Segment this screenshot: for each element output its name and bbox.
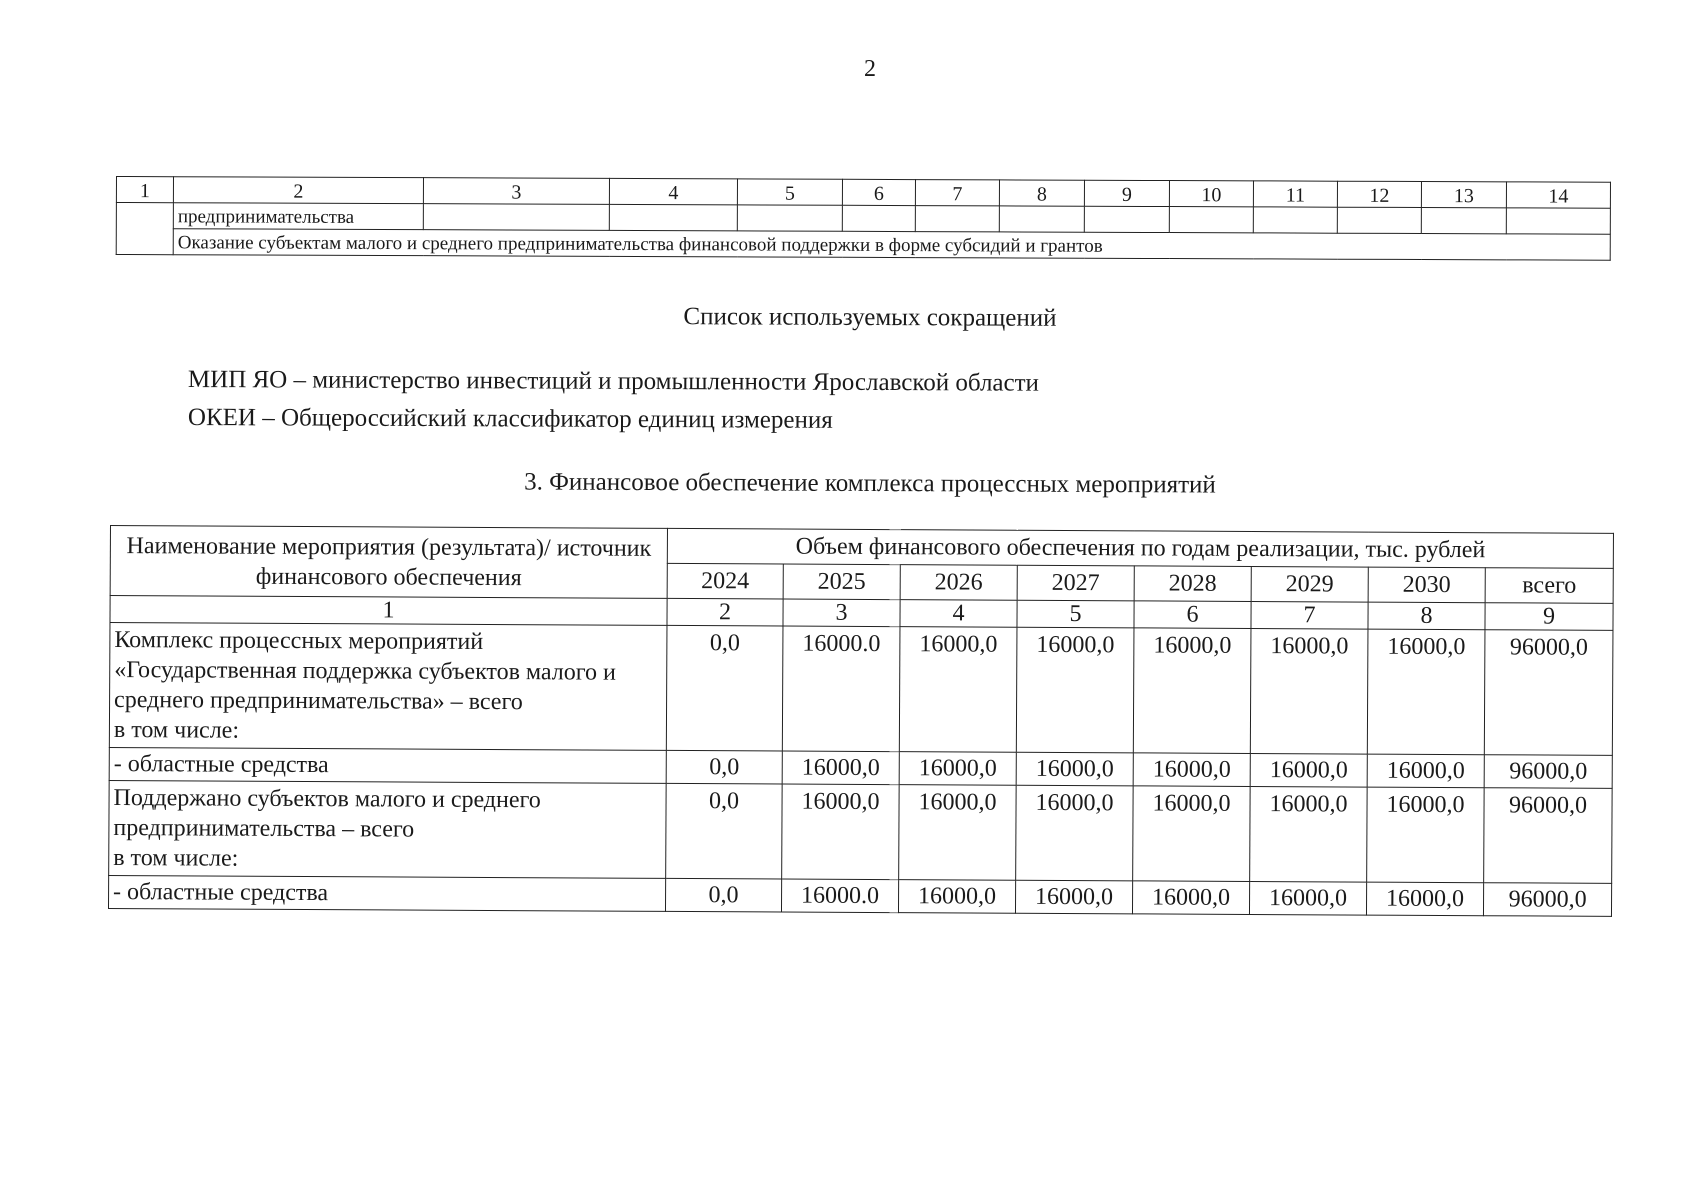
value-cell: 16000,0 (1016, 785, 1133, 881)
value-cell: 16000.0 (781, 879, 898, 913)
year-header: 2028 (1134, 566, 1251, 602)
value-cell: 16000,0 (1133, 753, 1250, 787)
top-table-cell (915, 206, 999, 232)
value-cell: 16000.0 (782, 626, 900, 752)
top-table-cell (1421, 208, 1506, 234)
top-table-row (116, 229, 1610, 261)
column-index: 8 (1368, 602, 1485, 630)
year-header: 2030 (1368, 567, 1485, 603)
value-cell: 16000,0 (1250, 628, 1368, 754)
top-col-number: 10 (1169, 181, 1253, 207)
top-col-number: 8 (999, 180, 1084, 206)
year-header: всего (1485, 568, 1613, 604)
top-col-number: 1 (116, 177, 173, 203)
value-cell: 16000,0 (1249, 881, 1366, 915)
header-name-cell: Наименование мероприятия (результата)/ источник финансового обеспечения (110, 526, 667, 599)
table-row (109, 780, 1613, 883)
year-header: 2027 (1017, 565, 1134, 601)
column-index: 4 (900, 600, 1017, 628)
row-sub-label: в том числе: (113, 717, 240, 744)
top-col-number: 7 (915, 180, 999, 206)
value-cell: 16000,0 (1016, 752, 1133, 786)
table-row (109, 623, 1613, 756)
top-table-cell-text: предпринимательства (173, 203, 423, 230)
value-cell: 16000,0 (898, 880, 1015, 914)
value-cell: 96000,0 (1484, 755, 1612, 789)
row-name: - областные средства (108, 875, 665, 911)
value-cell: 16000,0 (1367, 787, 1484, 883)
value-cell: 0,0 (666, 625, 783, 751)
financial-table (108, 525, 1614, 917)
value-cell: 16000,0 (1250, 786, 1367, 882)
top-col-number: 3 (423, 178, 609, 205)
financial-table-header-row (110, 526, 1613, 569)
top-col-number: 6 (842, 179, 915, 205)
top-table-merged-cell: Оказание субъектам малого и среднего предпринимательства финансовой поддержки в форме субсидий и грантов (173, 229, 1610, 261)
year-header: 2024 (667, 563, 783, 599)
value-cell: 16000,0 (1250, 753, 1367, 787)
value-cell: 16000,0 (1015, 880, 1132, 914)
year-header: 2029 (1251, 566, 1368, 602)
value-cell: 16000,0 (899, 752, 1016, 786)
top-col-number: 5 (737, 179, 842, 205)
value-cell: 16000,0 (1132, 881, 1249, 915)
top-table-cell (842, 205, 915, 231)
value-cell: 96000,0 (1484, 788, 1613, 884)
value-cell: 96000,0 (1484, 630, 1613, 756)
top-table-cell (1337, 207, 1421, 233)
value-cell: 16000,0 (1367, 754, 1484, 788)
column-index: 5 (1017, 600, 1134, 628)
top-col-number: 9 (1084, 180, 1169, 206)
value-cell: 16000,0 (1016, 627, 1134, 753)
top-col-number: 4 (609, 178, 737, 204)
abbreviation-item: ОКЕИ – Общероссийский классификатор единиц измерения (187, 404, 833, 434)
value-cell: 96000,0 (1483, 883, 1611, 917)
top-table-cell (1169, 207, 1253, 233)
column-index: 1 (110, 596, 667, 626)
top-table-cell (1253, 207, 1337, 233)
top-col-number: 11 (1253, 181, 1337, 207)
column-index: 6 (1134, 601, 1251, 629)
top-col-number: 2 (173, 177, 423, 204)
row-name-cell (109, 623, 667, 751)
row-name: Комплекс процессных мероприятий «Государственная поддержка субъектов малого и среднего предпринимательства» – всего (114, 627, 616, 716)
value-cell: 16000,0 (782, 751, 899, 785)
value-cell: 16000,0 (782, 784, 899, 880)
abbreviations-title: Список используемых сокращений (683, 303, 1057, 332)
top-col-number: 12 (1337, 181, 1421, 207)
value-cell: 16000,0 (1367, 629, 1485, 755)
top-table-cell (609, 204, 737, 230)
abbreviation-item: МИП ЯО – министерство инвестиций и промышленности Ярославской области (187, 366, 1040, 397)
top-table-cell (999, 206, 1084, 232)
year-header: 2026 (900, 565, 1017, 601)
top-table-cell (1084, 206, 1169, 232)
top-table-cell (116, 203, 173, 255)
value-cell: 16000,0 (899, 785, 1016, 881)
page-number: 2 (864, 56, 876, 82)
value-cell: 0,0 (666, 750, 782, 784)
value-cell: 16000,0 (1133, 786, 1250, 882)
column-index: 7 (1251, 601, 1368, 629)
column-index: 3 (783, 599, 900, 627)
value-cell: 16000,0 (1366, 882, 1483, 916)
top-table-cell (737, 205, 842, 231)
column-index: 9 (1485, 603, 1613, 631)
value-cell: 0,0 (666, 783, 782, 879)
table-row (108, 875, 1611, 916)
row-name: Поддержано субъектов малого и среднего предпринимательства – всего (113, 785, 541, 843)
top-continuation-table (116, 176, 1611, 261)
top-table-cell (423, 204, 609, 231)
top-col-number: 13 (1421, 182, 1506, 208)
section-title: 3. Финансовое обеспечение комплекса процессных мероприятий (524, 468, 1216, 499)
column-index: 2 (667, 598, 783, 626)
row-sub-label: в том числе: (113, 845, 239, 872)
header-volume-cell: Объем финансового обеспечения по годам реализации, тыс. рублей (667, 528, 1613, 568)
top-table-cell (1506, 208, 1610, 234)
row-name: - областные средства (109, 747, 666, 783)
top-col-number: 14 (1506, 182, 1610, 208)
year-header: 2025 (783, 564, 900, 600)
value-cell: 16000,0 (899, 627, 1017, 753)
value-cell: 0,0 (665, 878, 781, 912)
value-cell: 16000,0 (1133, 628, 1251, 754)
row-name-cell (109, 780, 666, 878)
